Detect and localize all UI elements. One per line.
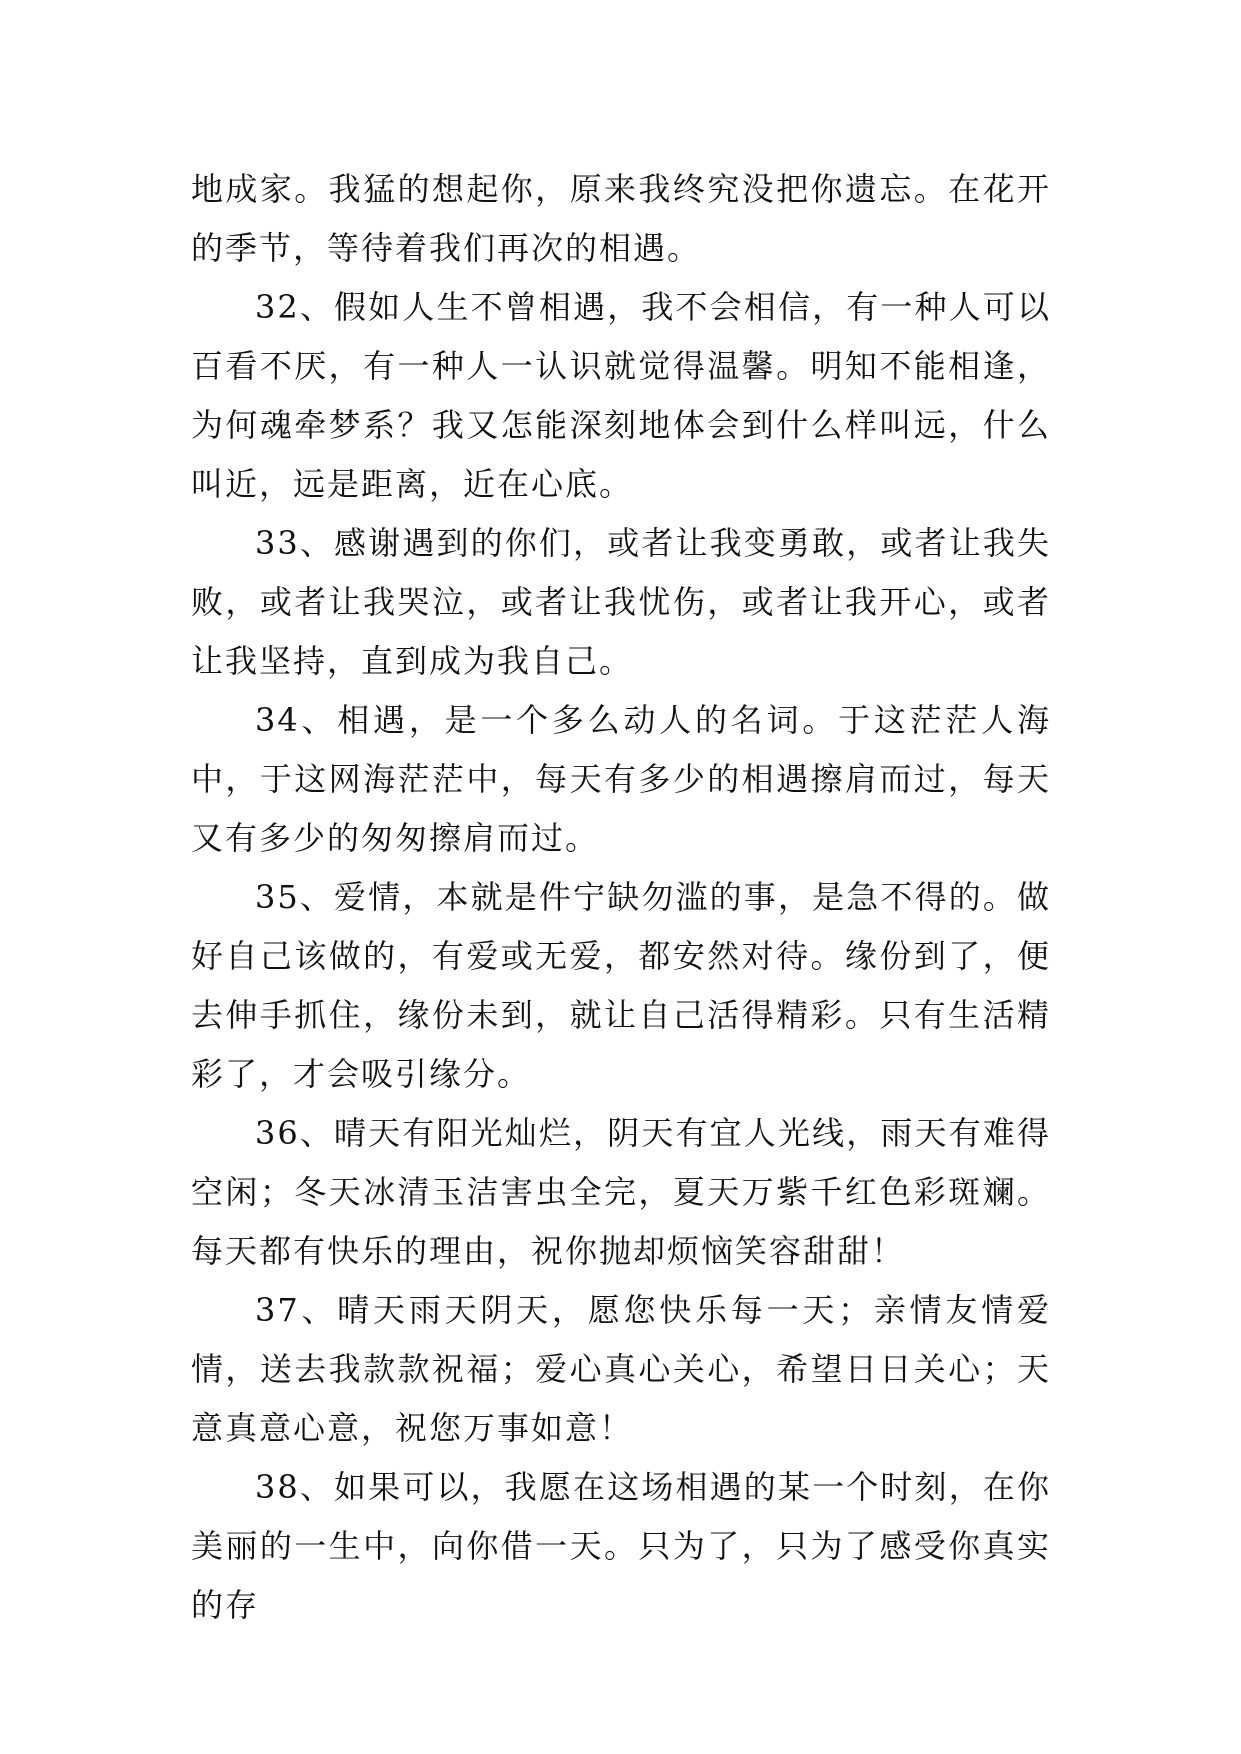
paragraph-32: 32、假如人生不曾相遇，我不会相信，有一种人可以百看不厌，有一种人一认识就觉得温馨。明知不能相逢，为何魂牵梦系？我又怎能深刻地体会到什么样叫远，什么叫近，远是距离，近在心底。 xyxy=(191,288,1051,503)
paragraph-36: 36、晴天有阳光灿烂，阴天有宜人光线，雨天有难得空闲；冬天冰清玉洁害虫全完，夏天万紫千红色彩斑斓。每天都有快乐的理由，祝你抛却烦恼笑容甜甜！ xyxy=(191,1114,1051,1270)
paragraph-continuation: 地成家。我猛的想起你，原来我终究没把你遗忘。在花开的季节，等待着我们再次的相遇。 xyxy=(191,170,1051,267)
paragraph-37: 37、晴天雨天阴天，愿您快乐每一天；亲情友情爱情，送去我款款祝福；爱心真心关心，希望日日关心；天意真意心意，祝您万事如意！ xyxy=(191,1291,1051,1447)
paragraph-35: 35、爱情，本就是件宁缺勿滥的事，是急不得的。做好自己该做的，有爱或无爱，都安然对待。缘份到了，便去伸手抓住，缘份未到，就让自己活得精彩。只有生活精彩了，才会吸引缘分。 xyxy=(191,878,1051,1093)
document-body xyxy=(191,160,1051,1635)
paragraph-34: 34、相遇，是一个多么动人的名词。于这茫茫人海中，于这网海茫茫中，每天有多少的相遇擦肩而过，每天又有多少的匆匆擦肩而过。 xyxy=(191,701,1051,857)
paragraph-38: 38、如果可以，我愿在这场相遇的某一个时刻，在你美丽的一生中，向你借一天。只为了，只为了感受你真实的存 xyxy=(191,1468,1051,1624)
paragraph-33: 33、感谢遇到的你们，或者让我变勇敢，或者让我失败，或者让我哭泣，或者让我忧伤，或者让我开心，或者让我坚持，直到成为我自己。 xyxy=(191,524,1051,680)
